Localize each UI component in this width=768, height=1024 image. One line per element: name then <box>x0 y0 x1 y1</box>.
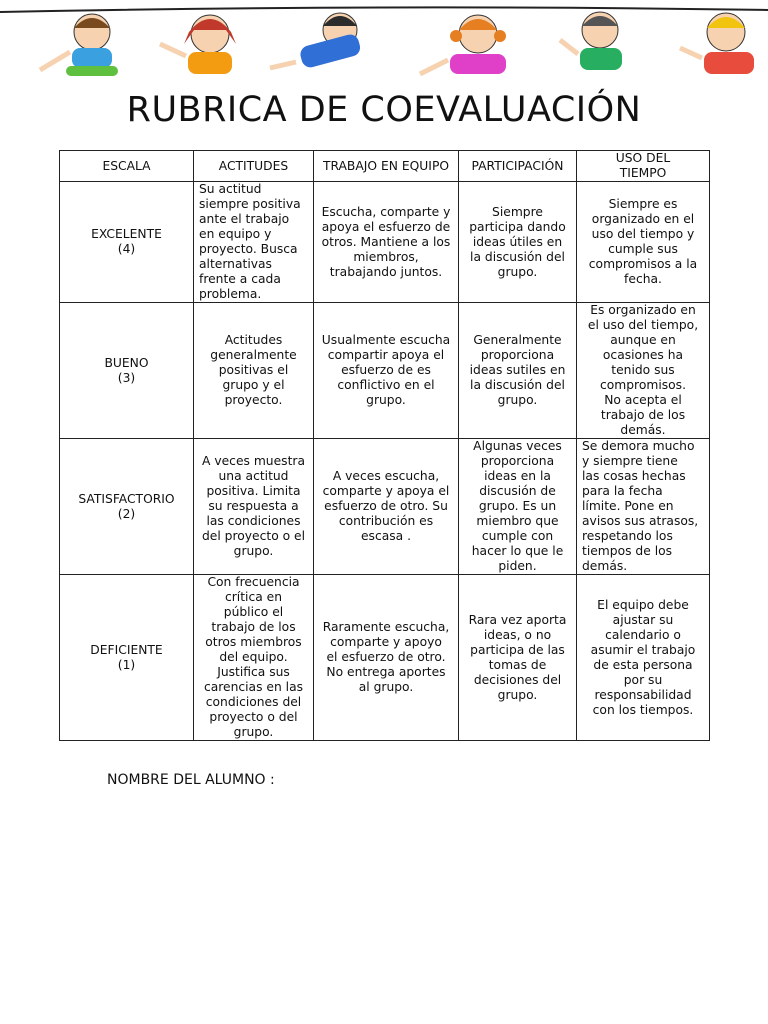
child-figure-5 <box>560 12 622 70</box>
participacion-cell: Algunas veces proporciona ideas en la discusión de grupo. Es un miembro que cumple con hacer lo que le piden. <box>459 439 577 575</box>
scale-cell: BUENO (3) <box>60 303 194 439</box>
tiempo-cell: Se demora mucho y siempre tiene las cosas hechas para la fecha límite. Pone en avisos sus atrasos, respetando los tiempos de los demás. <box>577 439 710 575</box>
scale-cell: EXCELENTE (4) <box>60 182 194 303</box>
tiempo-cell: Siempre es organizado en el uso del tiempo y cumple sus compromisos a la fecha. <box>577 182 710 303</box>
header-trabajo-en-equipo: TRABAJO EN EQUIPO <box>314 151 459 182</box>
participacion-cell: Generalmente proporciona ideas sutiles en la discusión del grupo. <box>459 303 577 439</box>
table-header-row <box>60 151 710 182</box>
trabajo-cell: Escucha, comparte y apoya el esfuerzo de otros. Mantiene a los miembros, trabajando juntos. <box>314 182 459 303</box>
header-escala: ESCALA <box>60 151 194 182</box>
table-row-excelente <box>60 182 710 303</box>
participacion-cell: Siempre participa dando ideas útiles en la discusión del grupo. <box>459 182 577 303</box>
child-figure-2 <box>160 15 236 74</box>
child-figure-1 <box>40 14 118 76</box>
trabajo-cell: Raramente escucha, comparte y apoyo el esfuerzo de otro. No entrega aportes al grupo. <box>314 575 459 741</box>
actitudes-cell: Con frecuencia crítica en público el trabajo de los otros miembros del equipo. Justifica sus carencias en las condiciones del proyecto o del grupo. <box>194 575 314 741</box>
header-actitudes: ACTITUDES <box>194 151 314 182</box>
scale-cell: SATISFACTORIO (2) <box>60 439 194 575</box>
actitudes-cell: Su actitud siempre positiva ante el trabajo en equipo y proyecto. Busca alternativas frente a cada problema. <box>194 182 314 303</box>
trabajo-cell: A veces escucha, comparte y apoya el esfuerzo de otro. Su contribución es escasa . <box>314 439 459 575</box>
child-figure-3 <box>270 13 362 69</box>
participacion-cell: Rara vez aporta ideas, o no participa de las tomas de decisiones del grupo. <box>459 575 577 741</box>
children-banner-illustration <box>0 0 768 82</box>
table-row-satisfactorio <box>60 439 710 575</box>
trabajo-cell: Usualmente escucha compartir apoya el esfuerzo de es conflictivo en el grupo. <box>314 303 459 439</box>
actitudes-cell: A veces muestra una actitud positiva. Limita su respuesta a las condiciones del proyecto o el grupo. <box>194 439 314 575</box>
page-title: RUBRICA DE COEVALUACIÓN <box>126 90 642 130</box>
actitudes-cell: Actitudes generalmente positivas el grupo y el proyecto. <box>194 303 314 439</box>
child-figure-6 <box>680 13 754 74</box>
child-figure-4 <box>420 15 506 74</box>
tiempo-cell: El equipo debe ajustar su calendario o asumir el trabajo de esta persona por su responsabilidad con los tiempos. <box>577 575 710 741</box>
student-name-label: NOMBRE DEL ALUMNO : <box>107 772 275 788</box>
tiempo-cell: Es organizado en el uso del tiempo, aunque en ocasiones ha tenido sus compromisos. No acepta el trabajo de los demás. <box>577 303 710 439</box>
rubric-table <box>59 150 710 741</box>
header-participacion: PARTICIPACIÓN <box>459 151 577 182</box>
header-uso-del-tiempo: USO DEL TIEMPO <box>577 151 710 182</box>
table-row-deficiente <box>60 575 710 741</box>
scale-cell: DEFICIENTE (1) <box>60 575 194 741</box>
table-row-bueno <box>60 303 710 439</box>
